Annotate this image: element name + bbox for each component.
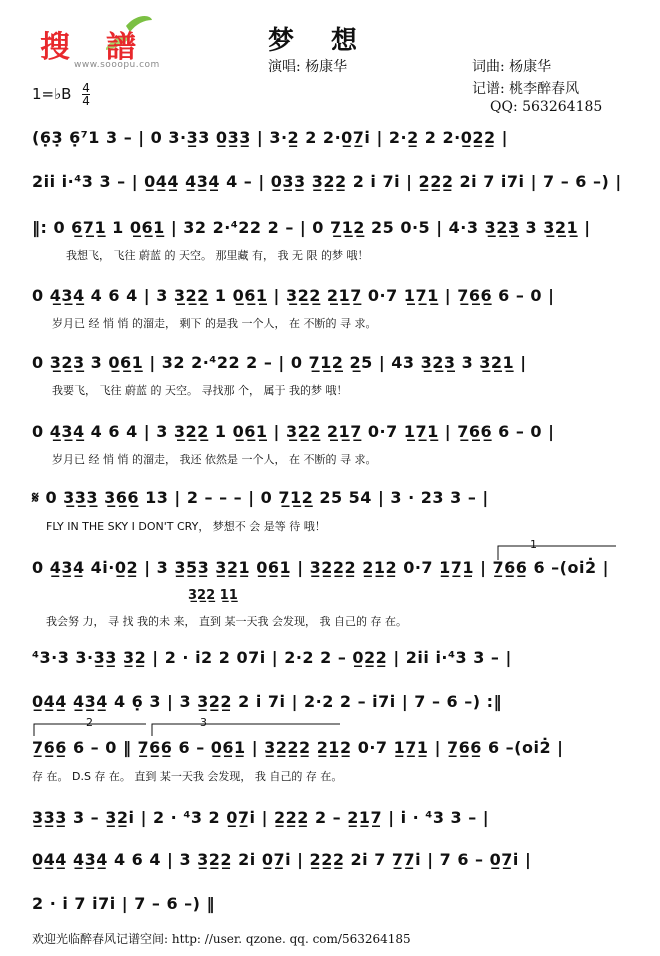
score-line-6: 0 4̲3̲4̲ 4 6 4 | 3 3̲2̲2̲ 1 0̲6̲1̲ | 3̲2̲2̲ 2̲1̲7̲ 0·7 1̲7̲1̲ | 7̲6̲6̲ 6 – 0 | (32, 422, 555, 441)
score-line-3: ‖: 0 6̲7̲1̲ 1 0̲6̲1̲ | 32 2·⁴22 2 – | 0 7̲1̲2̲ 25 0·5 | 4·3 3̲2̲3̲ 3 3̲2̲1̲ | (32, 218, 591, 237)
lyric-line-8: 我会努 力， 寻 找 我的未 来， 直到 某一天我 会发现， 我 自己的 存 在。 (46, 615, 407, 628)
lyric-line-3: 我想飞， 飞往 蔚蓝 的 天空。 那里藏 有， 我 无 限 的梦 哦！ (66, 249, 369, 262)
volta-bracket-2 (34, 724, 146, 736)
lyric-line-4: 岁月已 经 悄 悄 的溜走， 剩下 的是我 一个人， 在 不断的 寻 求。 (52, 317, 377, 330)
lyric-line-7: FLY IN THE SKY I DON'T CRY， 梦想不 会 是等 待 哦！ (46, 520, 326, 533)
score-line-11: 7̲6̲6̲ 6 – 0 ‖ 7̲6̲6̲ 6 – 0̲6̲1̲ | 3̲2̲2̲2̲ 2̲1̲2̲ 0·7 1̲7̲1̲ | 7̲6̲6̲ 6 –(oi̇2̇ | (32, 738, 564, 757)
ending-bracket-2-label: 2 (86, 716, 93, 729)
score-line-12: 3̲3̲3̲ 3 – 3̲2̲i̇ | 2 · ⁴3 2 0̲7̲i̇ | 2̲2̲2̲ 2 – 2̲1̲7̲ | i̇ · ⁴3 3 – | (32, 808, 490, 827)
lyricist: 词曲: 杨康华 (472, 59, 552, 75)
song-title: 梦 想 (268, 26, 372, 56)
singer: 演唱: 杨康华 (268, 59, 348, 75)
score-line-5: 0 3̲2̲3̲ 3 0̲6̲1̲ | 32 2·⁴22 2 – | 0 7̲1̲2̲ 2̲5 | 43 3̲2̲3̲ 3 3̲2̲1̲ | (32, 353, 527, 372)
key-label: 1=♭B (32, 85, 72, 103)
transcriber: 记谱: 桃李醉春风 (472, 81, 580, 97)
score-line-2: 2i̇i̇ i̇·⁴3 3 – | 0̲4̲4̲ 4̲3̲4̲ 4 – | 0̲3̲3̲ 3̲2̲2̲ 2 i̇ 7i̇ | 2̲2̲2̲ 2i̇ 7 i̇7i̇ | 7 – 6 –) | (32, 172, 622, 191)
lyric-line-11: 存 在。 D.S 存 在。 直到 某一天我 会发现， 我 自己的 存 在。 (32, 770, 343, 783)
score-line-1: (6̣3̣ 6̣⁷1 3 – | 0 3·3̲3 0̲3̲3̲ | 3·2̲ 2 2·0̲7̲i̇ | 2·2̲ 2 2·0̲2̲2̲ | (32, 128, 509, 147)
qq-number: QQ: 563264185 (490, 99, 603, 115)
score-line-8-sub: 3̲2̲2̲ 1̲1̲ (188, 588, 238, 603)
volta-bracket-1 (498, 546, 616, 560)
time-bottom: 4 (82, 94, 90, 108)
lyric-line-6: 岁月已 经 悄 悄 的溜走， 我还 依然是 一个人， 在 不断的 寻 求。 (52, 453, 377, 466)
time-top: 4 (82, 81, 90, 95)
score-line-4: 0 4̲3̲4̲ 4 6 4 | 3 3̲2̲2̲ 1 0̲6̲1̲ | 3̲2̲2̲ 2̲1̲7̲ 0·7 1̲7̲1̲ | 7̲6̲6̲ 6 – 0 | (32, 286, 555, 305)
logo-char-2: 譜 (106, 30, 136, 65)
logo-url: www.sooopu.com (74, 60, 160, 70)
score-line-14: 2 · i̇ 7 i̇7i̇ | 7 – 6 –) ‖ (32, 894, 216, 913)
footer-note: 欢迎光临醉春风记谱空间: http: //user. qzone. qq. com/563264185 (32, 932, 411, 946)
ending-bracket-1-label: 1 (530, 538, 537, 551)
score-line-7: 𝄋 0 3̲3̲3̲ 3̲6̲6̲ 13 | 2 – – – | 0 7̲1̲2̲ 25 54 | 3 · 23 3 – | (32, 488, 489, 507)
score-line-9: ⁴3·3 3·3̲3̲ 3̲2̲ | 2 · i̇2 2 07i̇ | 2·2 2 – 0̲2̲2̲ | 2i̇i̇ i̇·⁴3 3 – | (32, 648, 512, 667)
score-line-8: 0 4̲3̲4̲ 4i̇·0̲2̲ | 3 3̲5̲3̲ 3̲2̲1̲ 0̲6̲1̲ | 3̲2̲2̲2̲ 2̲1̲2̲ 0·7 1̲7̲1̲ | 7̲6̲6̲ 6 –(oi̇2̇ | (32, 558, 610, 577)
ending-bracket-3-label: 3 (200, 716, 207, 729)
score-line-13: 0̲4̲4̲ 4̲3̲4̲ 4 6 4 | 3 3̲2̲2̲ 2i̇ 0̲7̲i̇ | 2̲2̲2̲ 2i̇ 7 7̲7̲i̇ | 7 6 – 0̲7̲i̇ | (32, 850, 532, 869)
volta-bracket-3 (152, 724, 340, 736)
score-line-10: 0̲4̲4̲ 4̲3̲4̲ 4 6̣ 3 | 3 3̲2̲2̲ 2 i̇ 7i̇ | 2·2 2 – i̇7i̇ | 7 – 6 –) :‖ (32, 692, 503, 711)
logo-char-1: 搜 (40, 30, 70, 65)
lyric-line-5: 我要飞， 飞往 蔚蓝 的 天空。 寻找那 个， 属于 我的梦 哦！ (52, 384, 348, 397)
